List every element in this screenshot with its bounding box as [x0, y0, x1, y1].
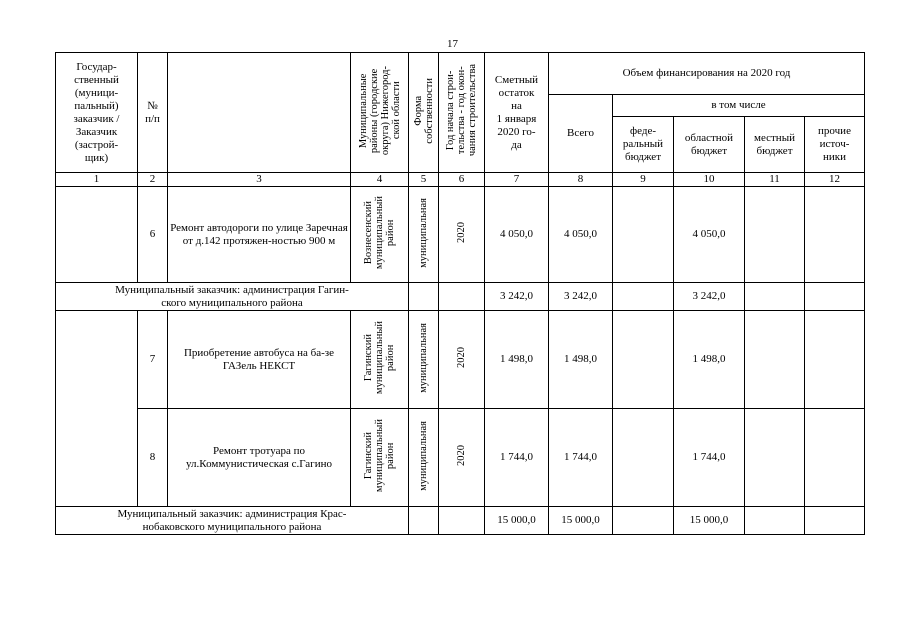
column-numbers-row [56, 173, 865, 187]
column-number: 7 [485, 173, 549, 187]
object-name: Приобретение автобуса на ба-зе ГАЗель НЕКСТ [168, 311, 351, 409]
years-cell: 2020 [439, 409, 485, 507]
balance-cell: 3 242,0 [485, 283, 549, 311]
header-local: местный бюджет [745, 117, 805, 173]
empty-cell [409, 283, 439, 311]
total-cell: 3 242,0 [549, 283, 613, 311]
column-number: 3 [168, 173, 351, 187]
column-number: 12 [805, 173, 865, 187]
header-customer: Государ- ственный (муници- пальный) заказчик / Заказчик (застрой- щик) [56, 53, 138, 173]
page-number: 17 [447, 38, 458, 50]
object-name: Ремонт автодороги по улице Заречная от д.142 протяжен-ностью 900 м [168, 187, 351, 283]
header-district: Муниципальные районы (городские округа) Нижегород- ской области [351, 53, 409, 173]
balance-cell: 15 000,0 [485, 507, 549, 535]
header-total: Всего [549, 95, 613, 173]
summary-row [56, 283, 865, 311]
summary-row [56, 507, 865, 535]
header-regional: областной бюджет [674, 117, 745, 173]
table-row [56, 409, 865, 507]
table-row [56, 187, 865, 283]
local-cell [745, 507, 805, 535]
empty-cell [439, 283, 485, 311]
regional-cell: 1 744,0 [674, 409, 745, 507]
regional-cell: 4 050,0 [674, 187, 745, 283]
header-balance: Сметный остаток на 1 января 2020 го- да [485, 53, 549, 173]
column-number: 9 [613, 173, 674, 187]
header-incl-group: в том числе [613, 95, 865, 117]
ownership-cell: муниципальная [409, 409, 439, 507]
column-number: 6 [439, 173, 485, 187]
header-other: прочие источ- ники [805, 117, 865, 173]
other-cell [805, 187, 865, 283]
header-finance-group: Объем финансирования на 2020 год [549, 53, 865, 95]
ownership-cell: муниципальная [409, 311, 439, 409]
regional-cell: 15 000,0 [674, 507, 745, 535]
local-cell [745, 311, 805, 409]
header-ownership: Форма собственности [409, 53, 439, 173]
empty-cell [439, 507, 485, 535]
balance-cell: 1 498,0 [485, 311, 549, 409]
total-cell: 1 744,0 [549, 409, 613, 507]
table-row [56, 311, 865, 409]
other-cell [805, 283, 865, 311]
summary-customer: Муниципальный заказчик: администрация Гагин- ского муниципального района [56, 283, 409, 311]
column-number: 8 [549, 173, 613, 187]
district-cell: Гагинский муниципальный район [351, 409, 409, 507]
customer-cell [56, 311, 138, 507]
federal-cell [613, 409, 674, 507]
column-number: 11 [745, 173, 805, 187]
years-cell: 2020 [439, 311, 485, 409]
customer-cell [56, 187, 138, 283]
summary-customer: Муниципальный заказчик: администрация Крас- нобаковского муниципального района [56, 507, 409, 535]
local-cell [745, 187, 805, 283]
federal-cell [613, 187, 674, 283]
header-federal: феде- ральный бюджет [613, 117, 674, 173]
empty-cell [409, 507, 439, 535]
financing-table [55, 52, 865, 535]
header-number: № п/п [138, 53, 168, 173]
column-number: 10 [674, 173, 745, 187]
local-cell [745, 283, 805, 311]
table-header [56, 53, 865, 187]
other-cell [805, 507, 865, 535]
balance-cell: 4 050,0 [485, 187, 549, 283]
district-cell: Гагинский муниципальный район [351, 311, 409, 409]
regional-cell: 1 498,0 [674, 311, 745, 409]
total-cell: 15 000,0 [549, 507, 613, 535]
years-cell: 2020 [439, 187, 485, 283]
local-cell [745, 409, 805, 507]
other-cell [805, 311, 865, 409]
federal-cell [613, 283, 674, 311]
row-number: 6 [138, 187, 168, 283]
column-number: 5 [409, 173, 439, 187]
federal-cell [613, 311, 674, 409]
column-number: 2 [138, 173, 168, 187]
regional-cell: 3 242,0 [674, 283, 745, 311]
row-number: 7 [138, 311, 168, 409]
row-number: 8 [138, 409, 168, 507]
column-number: 4 [351, 173, 409, 187]
table-body [56, 187, 865, 535]
federal-cell [613, 507, 674, 535]
object-name: Ремонт тротуара по ул.Коммунистическая с.Гагино [168, 409, 351, 507]
other-cell [805, 409, 865, 507]
ownership-cell: муниципальная [409, 187, 439, 283]
header-object-name [168, 53, 351, 173]
header-years: Год начала строи- тельства - год окон- чания строительства [439, 53, 485, 173]
balance-cell: 1 744,0 [485, 409, 549, 507]
total-cell: 4 050,0 [549, 187, 613, 283]
total-cell: 1 498,0 [549, 311, 613, 409]
column-number: 1 [56, 173, 138, 187]
district-cell: Вознесенский муниципальный район [351, 187, 409, 283]
